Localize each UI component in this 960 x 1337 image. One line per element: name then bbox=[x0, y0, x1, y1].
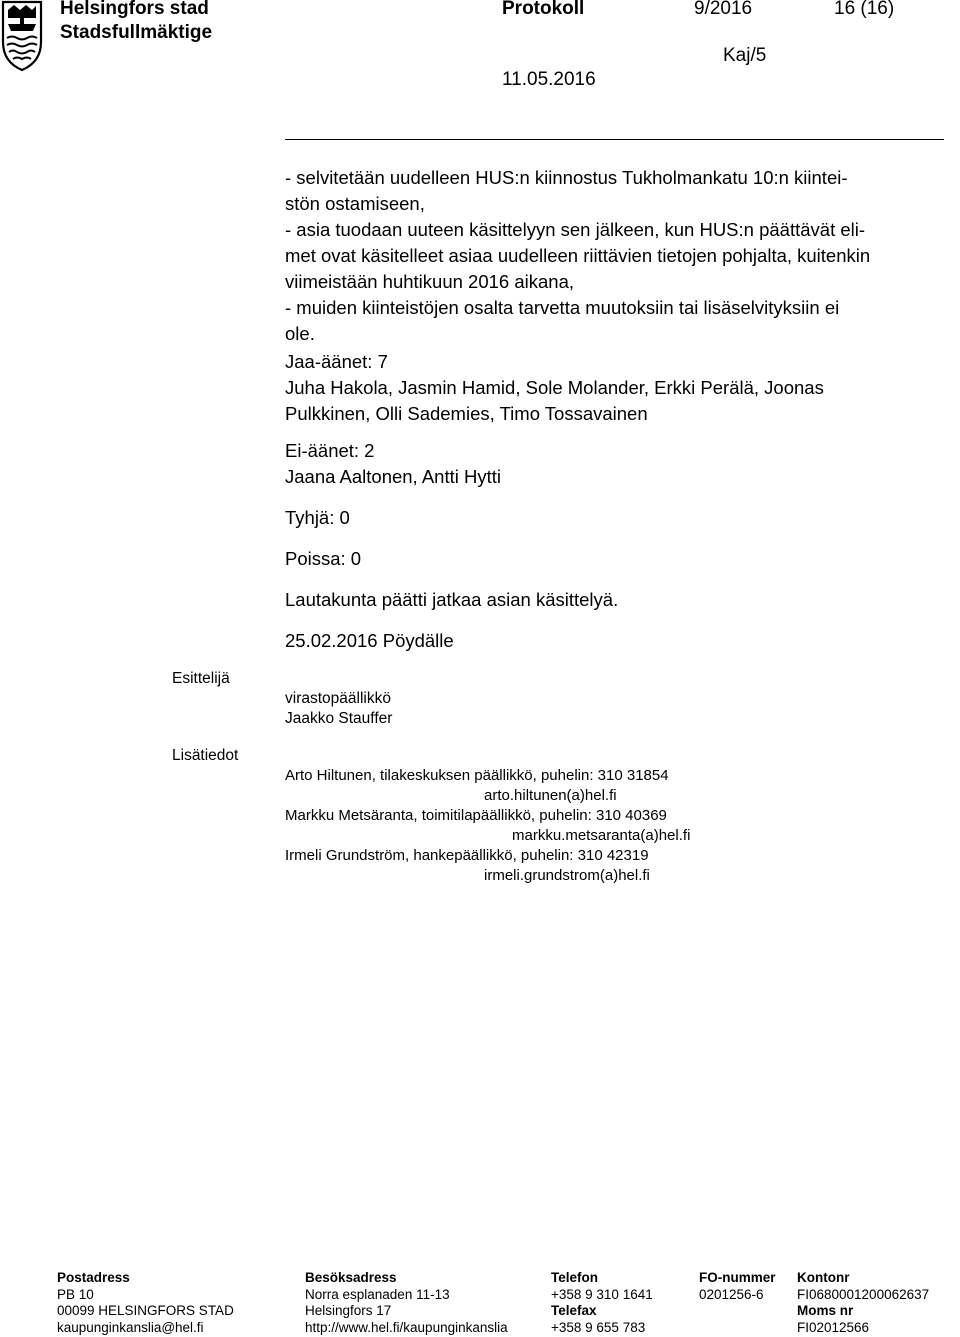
header-council: Stadsfullmäktige bbox=[60, 22, 213, 43]
presenter-name: Jaakko Stauffer bbox=[285, 710, 393, 727]
footer-visit-label: Besöksadress bbox=[305, 1270, 397, 1285]
contact-email: arto.hiltunen(a)hel.fi bbox=[484, 787, 617, 804]
footer-account bbox=[797, 1270, 929, 1336]
yes-votes-heading: Jaa-äänet: 7 bbox=[285, 351, 388, 372]
contact-line: Irmeli Grundström, hankepäällikkö, puhelin: 310 42319 bbox=[285, 847, 649, 864]
intro-line: met ovat käsitelleet asiaa uudelleen riittävien tietojen pohjalta, kuitenkin bbox=[285, 245, 871, 266]
footer-account-label: Kontonr bbox=[797, 1270, 850, 1285]
footer-postal-line: 00099 HELSINGFORS STAD bbox=[57, 1303, 234, 1318]
contact-line: Arto Hiltunen, tilakeskuksen päällikkö, puhelin: 310 31854 bbox=[285, 767, 669, 784]
footer-fo bbox=[699, 1270, 776, 1303]
footer-fo-label: FO-nummer bbox=[699, 1270, 776, 1285]
header-page: 16 (16) bbox=[834, 0, 895, 19]
footer-postal-email: kaupunginkanslia@hel.fi bbox=[57, 1319, 204, 1335]
intro-line: - muiden kiinteistöjen osalta tarvetta muutoksiin tai lisäselvityksiin ei bbox=[285, 297, 840, 318]
yes-votes-names: Juha Hakola, Jasmin Hamid, Sole Molander, Erkki Perälä, Joonas bbox=[285, 377, 824, 398]
header-date: 11.05.2016 bbox=[502, 69, 596, 90]
intro-line: stön ostamiseen, bbox=[285, 193, 425, 214]
presenter-title: virastopäällikkö bbox=[285, 690, 391, 707]
header-item: Kaj/5 bbox=[723, 45, 767, 66]
header-city: Helsingfors stad bbox=[60, 0, 209, 19]
intro-line: viimeistään huhtikuun 2016 aikana, bbox=[285, 271, 574, 292]
footer-visit bbox=[305, 1270, 508, 1336]
footer-phone-value: +358 9 310 1641 bbox=[551, 1286, 653, 1302]
presenter-label: Esittelijä bbox=[172, 670, 230, 687]
yes-votes bbox=[285, 349, 824, 427]
footer-account-value: FI0680001200062637 bbox=[797, 1286, 930, 1302]
contact-line: Markku Metsäranta, toimitilapäällikkö, puhelin: 310 40369 bbox=[285, 807, 667, 824]
footer-visit-line: Helsingfors 17 bbox=[305, 1303, 392, 1318]
contact-email: markku.metsaranta(a)hel.fi bbox=[512, 827, 691, 844]
footer-vat-label: Moms nr bbox=[797, 1303, 854, 1318]
tabled-text: 25.02.2016 Pöydälle bbox=[285, 630, 454, 651]
yes-votes-names: Pulkkinen, Olli Sademies, Timo Tossavainen bbox=[285, 403, 648, 424]
intro-paragraph bbox=[285, 165, 870, 347]
footer-postal-label: Postadress bbox=[57, 1270, 130, 1285]
header-doc-type: Protokoll bbox=[502, 0, 585, 19]
footer-visit-line: Norra esplanaden 11-13 bbox=[305, 1286, 450, 1302]
no-votes-heading: Ei-äänet: 2 bbox=[285, 440, 375, 461]
footer-phone-label: Telefon bbox=[551, 1270, 598, 1285]
contact-email: irmeli.grundstrom(a)hel.fi bbox=[484, 867, 650, 884]
intro-line: - selvitetään uudelleen HUS:n kiinnostus Tukholmankatu 10:n kiintei- bbox=[285, 167, 848, 188]
header-divider bbox=[285, 139, 944, 140]
blank-votes: Tyhjä: 0 bbox=[285, 507, 350, 528]
header-number: 9/2016 bbox=[694, 0, 753, 19]
intro-line: - asia tuodaan uuteen käsittelyyn sen jälkeen, kun HUS:n päättävät eli- bbox=[285, 219, 866, 240]
footer-phone bbox=[551, 1270, 653, 1336]
no-votes bbox=[285, 438, 501, 490]
footer-fax-label: Telefax bbox=[551, 1303, 597, 1318]
decision-text: Lautakunta päätti jatkaa asian käsittelyä. bbox=[285, 589, 619, 610]
absent-votes: Poissa: 0 bbox=[285, 548, 362, 569]
footer-fax-value: +358 9 655 783 bbox=[551, 1319, 646, 1335]
info-label: Lisätiedot bbox=[172, 747, 239, 764]
footer-vat-value: FI02012566 bbox=[797, 1319, 870, 1335]
intro-line: ole. bbox=[285, 323, 315, 344]
footer-postal bbox=[57, 1270, 234, 1336]
footer-fo-value: 0201256-6 bbox=[699, 1286, 764, 1302]
no-votes-names: Jaana Aaltonen, Antti Hytti bbox=[285, 466, 501, 487]
footer-postal-line: PB 10 bbox=[57, 1286, 94, 1302]
footer-visit-url: http://www.hel.fi/kaupunginkanslia bbox=[305, 1319, 508, 1335]
helsinki-coat-of-arms-logo bbox=[0, 0, 44, 72]
